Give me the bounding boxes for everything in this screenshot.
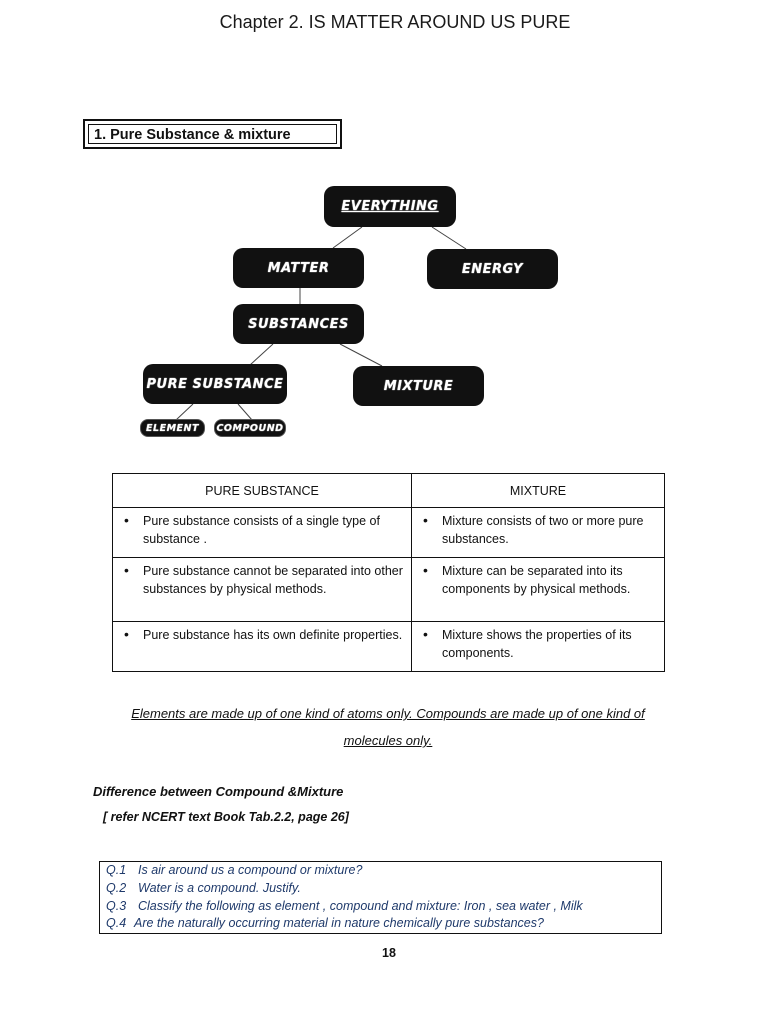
bullet-icon: • xyxy=(124,626,129,642)
node-substances: SUBSTANCES xyxy=(233,304,364,344)
table-cell xyxy=(113,622,412,672)
node-compound: COMPOUND xyxy=(214,419,286,437)
note-line-2: molecules only. xyxy=(343,733,433,748)
comparison-table xyxy=(112,473,665,672)
cell-text: Mixture can be separated into its components by physical methods. xyxy=(442,564,631,596)
question-text: Are the naturally occurring material in nature chemically pure substances? xyxy=(134,916,544,931)
connector-everything-matter xyxy=(333,227,362,248)
difference-title: Difference between Compound &Mixture xyxy=(93,784,344,799)
question-text: Is air around us a compound or mixture? xyxy=(138,863,363,877)
table-cell xyxy=(412,622,665,672)
cell-text: Mixture consists of two or more pure substances. xyxy=(442,514,644,546)
question-item xyxy=(106,862,655,880)
bullet-icon: • xyxy=(423,562,428,578)
connector-everything-energy xyxy=(432,227,466,249)
connector-pure-compound xyxy=(238,404,252,420)
section-heading: 1. Pure Substance & mixture xyxy=(88,124,337,144)
bullet-icon: • xyxy=(423,512,428,528)
table-header-row xyxy=(113,474,665,508)
bullet-icon: • xyxy=(423,626,428,642)
node-element: ELEMENT xyxy=(140,419,205,437)
note-line-1: Elements are made up of one kind of atoms only. Compounds are made up of one kind of xyxy=(131,706,645,721)
table-row xyxy=(113,622,665,672)
connector-substances-mixture xyxy=(340,344,382,366)
question-text: Water is a compound. Justify. xyxy=(138,880,301,895)
question-number: Q.4 xyxy=(106,916,127,931)
difference-reference: [ refer NCERT text Book Tab.2.2, page 26] xyxy=(103,810,349,824)
table-cell xyxy=(113,558,412,622)
table-cell xyxy=(113,508,412,558)
table-header-pure-substance: PURE SUBSTANCE xyxy=(113,474,412,508)
table-cell xyxy=(412,508,665,558)
node-everything: EVERYTHING xyxy=(324,186,456,227)
node-matter: MATTER xyxy=(233,248,364,288)
connector-substances-pure xyxy=(250,344,273,365)
table-header-mixture: MIXTURE xyxy=(412,474,665,508)
cell-text: Pure substance has its own definite properties. xyxy=(143,628,403,642)
node-mixture: MIXTURE xyxy=(353,366,484,406)
question-number: Q.1 xyxy=(106,863,127,877)
questions-box xyxy=(99,861,662,934)
cell-text: Pure substance consists of a single type of substance . xyxy=(143,514,380,546)
question-number: Q.2 xyxy=(106,880,127,895)
question-item xyxy=(106,898,655,916)
bullet-icon: • xyxy=(124,562,129,578)
connector-pure-element xyxy=(176,404,193,420)
question-item xyxy=(106,880,655,898)
page-title: Chapter 2. IS MATTER AROUND US PURE xyxy=(219,12,571,32)
table-cell xyxy=(412,558,665,622)
cell-text: Mixture shows the properties of its components. xyxy=(442,628,632,660)
question-number: Q.3 xyxy=(106,898,127,913)
node-energy: ENERGY xyxy=(427,249,558,289)
question-item xyxy=(106,915,655,933)
cell-text: Pure substance cannot be separated into other substances by physical methods. xyxy=(143,564,403,596)
table-row xyxy=(113,508,665,558)
node-pure-substance: PURE SUBSTANCE xyxy=(143,364,287,404)
page-number: 18 xyxy=(382,946,396,960)
question-text: Classify the following as element , compound and mixture: Iron , sea water , Milk xyxy=(138,898,583,913)
table-row xyxy=(113,558,665,622)
bullet-icon: • xyxy=(124,512,129,528)
